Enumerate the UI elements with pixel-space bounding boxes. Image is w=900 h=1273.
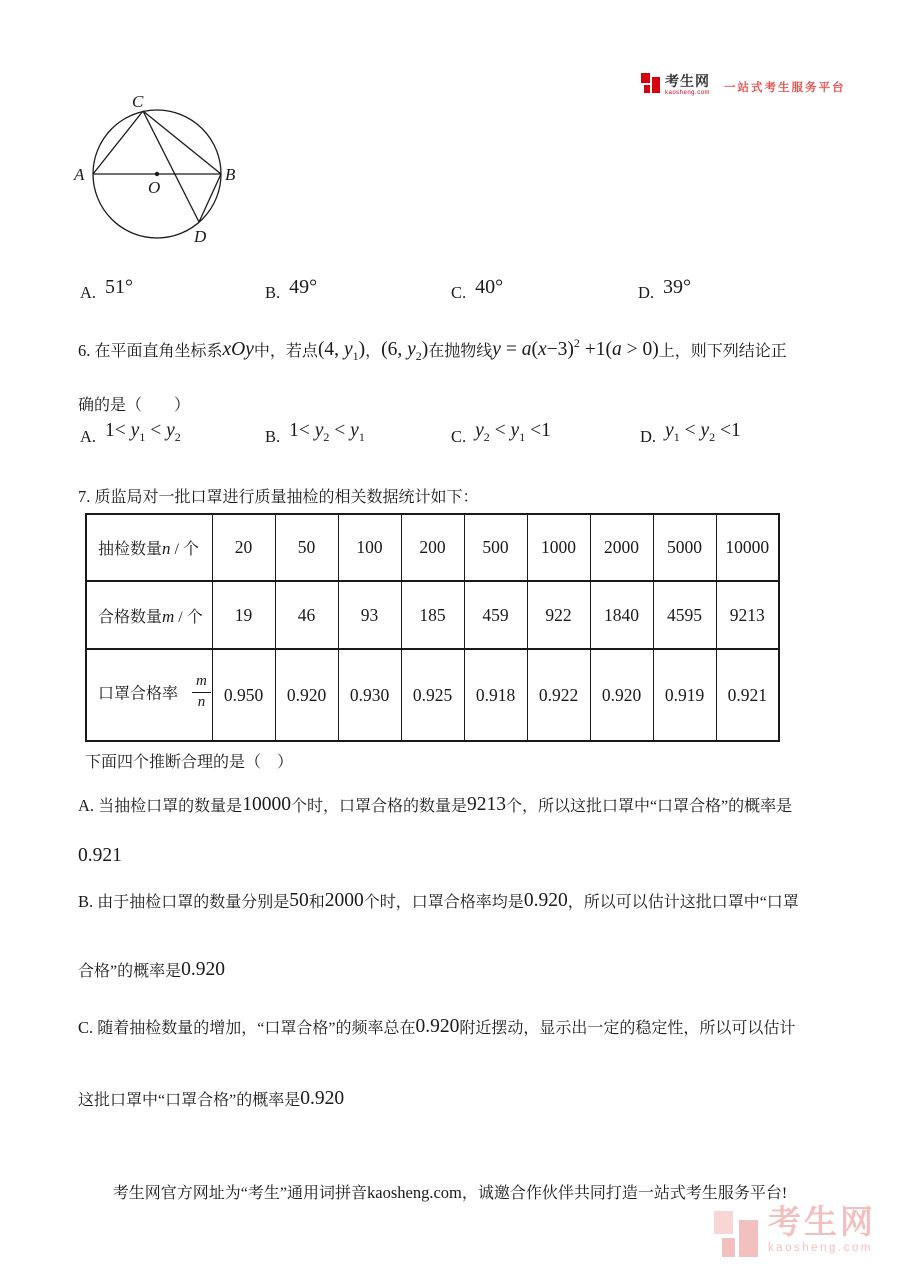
text-segment: <: [329, 420, 351, 441]
text-segment: 0.921: [78, 845, 122, 866]
option-value: 49°: [289, 276, 318, 298]
table-cell: 1000: [527, 514, 590, 581]
table-cell: 100: [338, 514, 401, 581]
text-segment: 确的是（ ）: [78, 397, 191, 414]
text-segment: 10000: [242, 794, 291, 815]
text-segment: 1: [352, 349, 359, 363]
point-label-c: C: [132, 92, 144, 111]
text-segment: 1<: [289, 420, 315, 441]
footer-text: [0, 1180, 900, 1203]
table-cell: 0.918: [464, 649, 527, 741]
fraction-denominator: n: [197, 693, 206, 710]
kaosheng-watermark-icon: [714, 1211, 758, 1259]
table-row-rates: [86, 649, 779, 741]
table-cell: 0.920: [590, 649, 653, 741]
option-value: [475, 420, 551, 445]
q7-prompt: 下面四个推断合理的是（ ）: [85, 754, 294, 771]
text-segment: 7.: [78, 487, 95, 506]
option-value: [289, 420, 365, 445]
q5-option-d: [638, 276, 692, 304]
text-segment: 考生网官方网址为“考生”通用词拼音: [112, 1185, 367, 1202]
table-row-counts: [86, 514, 779, 581]
text-segment: ): [358, 339, 366, 360]
text-segment: 1: [139, 430, 146, 444]
row-header: [86, 514, 212, 581]
watermark-block: [714, 1211, 733, 1234]
table-cell: 0.925: [401, 649, 464, 741]
option-label: B.: [265, 283, 281, 302]
point-label-b: B: [225, 165, 236, 184]
option-value: [665, 420, 741, 445]
text-segment: a: [521, 339, 532, 360]
text-segment: 个时，口罩合格率均是: [363, 894, 524, 911]
table-row-qualified: [86, 581, 779, 649]
text-segment: 2: [174, 430, 181, 444]
text-segment: ，: [365, 343, 382, 360]
option-label: A.: [80, 283, 97, 302]
logo-block: [652, 77, 660, 93]
option-label: D.: [640, 427, 657, 446]
text-segment: −3): [546, 339, 574, 360]
text-segment: 50: [289, 890, 309, 911]
text-segment: y: [350, 420, 359, 441]
q5-option-b: [265, 276, 318, 304]
fraction-numerator: m: [192, 673, 211, 692]
option-label: A.: [80, 427, 97, 446]
text-segment: (6,: [381, 339, 408, 360]
watermark-domain: kaosheng.com: [768, 1242, 873, 1254]
text-segment: 当抽检口罩的数量是: [98, 798, 243, 815]
q7-stem: [78, 486, 479, 509]
text-segment: 2000: [324, 890, 364, 911]
text-segment: > 0): [621, 339, 659, 360]
text-segment: 质监局对一批口罩进行质量抽检的相关数据统计如下：: [94, 489, 479, 506]
q6-option-c: [451, 420, 551, 450]
q6-stem-line2: [78, 396, 190, 417]
watermark-block: [739, 1220, 758, 1257]
text-segment: 1: [519, 430, 526, 444]
kaosheng-logo: [641, 64, 846, 96]
q7-option-b-line2: [78, 957, 225, 983]
text-segment: C.: [78, 1018, 98, 1037]
text-segment: 1: [673, 430, 680, 444]
text-segment: +1(: [579, 339, 612, 360]
text-segment: 在抛物线: [428, 343, 493, 360]
q6-option-a: [80, 420, 181, 450]
center-point: [155, 172, 159, 176]
logo-title: 考生网: [665, 73, 710, 89]
text-segment: y: [510, 420, 520, 441]
kaosheng-logo-icon: [641, 73, 660, 93]
table-cell: 0.921: [716, 649, 779, 741]
watermark-block: [722, 1238, 735, 1257]
text-segment: 0.920: [523, 890, 568, 911]
logo-block: [644, 85, 650, 93]
variable-n: n: [162, 539, 171, 558]
text-segment: 2: [483, 430, 490, 444]
option-value: 40°: [475, 276, 504, 298]
text-segment: 由于抽检口罩的数量分别是: [97, 894, 290, 911]
table-cell: 500: [464, 514, 527, 581]
text-segment: <: [489, 420, 511, 441]
text-segment: (4,: [317, 339, 344, 360]
logo-text: [665, 64, 710, 96]
text-segment: y: [130, 420, 140, 441]
text-segment: y: [407, 339, 416, 360]
table-cell: 2000: [590, 514, 653, 581]
geometry-figure: [70, 92, 256, 250]
table-cell: 1840: [590, 581, 653, 649]
text-segment: xOy: [222, 339, 254, 360]
text-segment: 0.920: [181, 959, 225, 980]
row-header-text: 抽检数量: [98, 541, 163, 558]
point-label-o: O: [148, 178, 161, 197]
text-segment: 随着抽检数量的增加，“口罩合格”的频率总在: [97, 1020, 416, 1037]
option-value: 39°: [663, 276, 692, 298]
text-segment: 2: [573, 336, 580, 350]
table-cell: 50: [275, 514, 338, 581]
q7-option-c-line1: [78, 1014, 795, 1040]
text-segment: <1: [715, 420, 741, 441]
q5-option-a: [80, 276, 134, 304]
text-segment: y: [343, 339, 353, 360]
text-segment: <: [145, 420, 167, 441]
watermark-text: [768, 1205, 876, 1254]
option-label: C.: [451, 283, 467, 302]
q7-option-a-line1: [78, 792, 792, 818]
table-cell: 46: [275, 581, 338, 649]
text-segment: y: [492, 339, 501, 360]
text-segment: y: [166, 420, 175, 441]
watermark-title: 考生网: [768, 1203, 876, 1240]
option-value: 51°: [105, 276, 134, 298]
row-header: [86, 581, 212, 649]
text-segment: =: [500, 339, 522, 360]
q5-option-c: [451, 276, 504, 304]
option-label: B.: [265, 427, 281, 446]
text-segment: 0.920: [300, 1088, 345, 1109]
table-cell: 922: [527, 581, 590, 649]
text-segment: <1: [525, 420, 551, 441]
text-segment: 中，若点: [253, 343, 318, 360]
row-header: [86, 649, 212, 741]
text-segment: y: [314, 420, 324, 441]
kaosheng-watermark: [714, 1205, 876, 1259]
q6-stem-line1: [78, 336, 787, 365]
text-segment: A.: [78, 796, 99, 815]
chord-ac: [93, 111, 143, 174]
table-cell: 459: [464, 581, 527, 649]
text-segment: 1<: [105, 420, 131, 441]
table-cell: 4595: [653, 581, 716, 649]
option-label: C.: [451, 427, 467, 446]
text-segment: 6.: [78, 341, 95, 360]
point-label-a: A: [74, 165, 85, 184]
option-label: D.: [638, 283, 655, 302]
logo-domain: kaosheng.com: [665, 90, 711, 96]
text-segment: 在平面直角坐标系: [94, 343, 223, 360]
q7-data-table: [85, 513, 780, 742]
text-segment: y: [700, 420, 710, 441]
text-segment: 个时，口罩合格的数量是: [290, 798, 467, 815]
row-header-text: 合格数量: [98, 608, 163, 626]
table-cell: 185: [401, 581, 464, 649]
text-segment: ，所以可以估计这批口罩中“口罩: [567, 894, 799, 911]
text-segment: y: [475, 420, 484, 441]
text-segment: 这批口罩中“口罩合格”的概率是: [78, 1092, 301, 1109]
text-segment: y: [665, 420, 674, 441]
table-cell: 19: [212, 581, 275, 649]
fraction-m-over-n: [192, 673, 211, 711]
table-cell: 9213: [716, 581, 779, 649]
row-header-unit: / 个: [170, 541, 199, 558]
row-header-unit: / 个: [174, 608, 203, 626]
text-segment: (: [531, 339, 538, 360]
text-segment: 2: [415, 349, 422, 363]
chord-cb: [143, 111, 221, 174]
table-cell: 200: [401, 514, 464, 581]
text-segment: B.: [78, 892, 98, 911]
table-cell: 10000: [716, 514, 779, 581]
q6-option-b: [265, 420, 365, 450]
text-segment: kaosheng.com: [367, 1183, 462, 1202]
text-segment: 9213: [466, 794, 506, 815]
logo-block: [641, 73, 650, 83]
text-segment: 上，则下列结论正: [658, 343, 787, 360]
table-cell: 93: [338, 581, 401, 649]
variable-m: m: [162, 606, 175, 626]
text-segment: ): [421, 339, 429, 360]
text-segment: 个，所以这批口罩中“口罩合格”的概率是: [505, 798, 793, 815]
text-segment: x: [537, 339, 547, 360]
chord-cd: [143, 111, 199, 222]
text-segment: 0.920: [415, 1016, 460, 1037]
q7-option-b-line1: [78, 888, 799, 914]
table-cell: 0.920: [275, 649, 338, 741]
option-value: [105, 420, 181, 445]
table-cell: 0.930: [338, 649, 401, 741]
text-segment: 合格”的概率是: [78, 963, 182, 980]
text-segment: 和: [308, 894, 325, 911]
text-segment: <: [679, 420, 701, 441]
chord-bd: [199, 174, 221, 222]
text-segment: a: [611, 339, 622, 360]
logo-tagline: 一站式考生服务平台: [724, 82, 846, 94]
point-label-d: D: [194, 227, 207, 246]
table-cell: 0.922: [527, 649, 590, 741]
text-segment: 1: [358, 430, 365, 444]
text-segment: 2: [323, 430, 330, 444]
table-cell: 0.950: [212, 649, 275, 741]
q7-option-c-line2: [78, 1086, 344, 1112]
q7-option-a-line2: [78, 843, 122, 869]
text-segment: 2: [709, 430, 716, 444]
table-cell: 5000: [653, 514, 716, 581]
table-cell: 20: [212, 514, 275, 581]
q6-option-d: [640, 420, 741, 450]
table-cell: 0.919: [653, 649, 716, 741]
row-header-text: 口罩合格率: [98, 685, 179, 703]
text-segment: 附近摆动，显示出一定的稳定性，所以可以估计: [459, 1020, 796, 1037]
text-segment: ，诚邀合作伙伴共同打造一站式考生服务平台!: [461, 1185, 788, 1202]
